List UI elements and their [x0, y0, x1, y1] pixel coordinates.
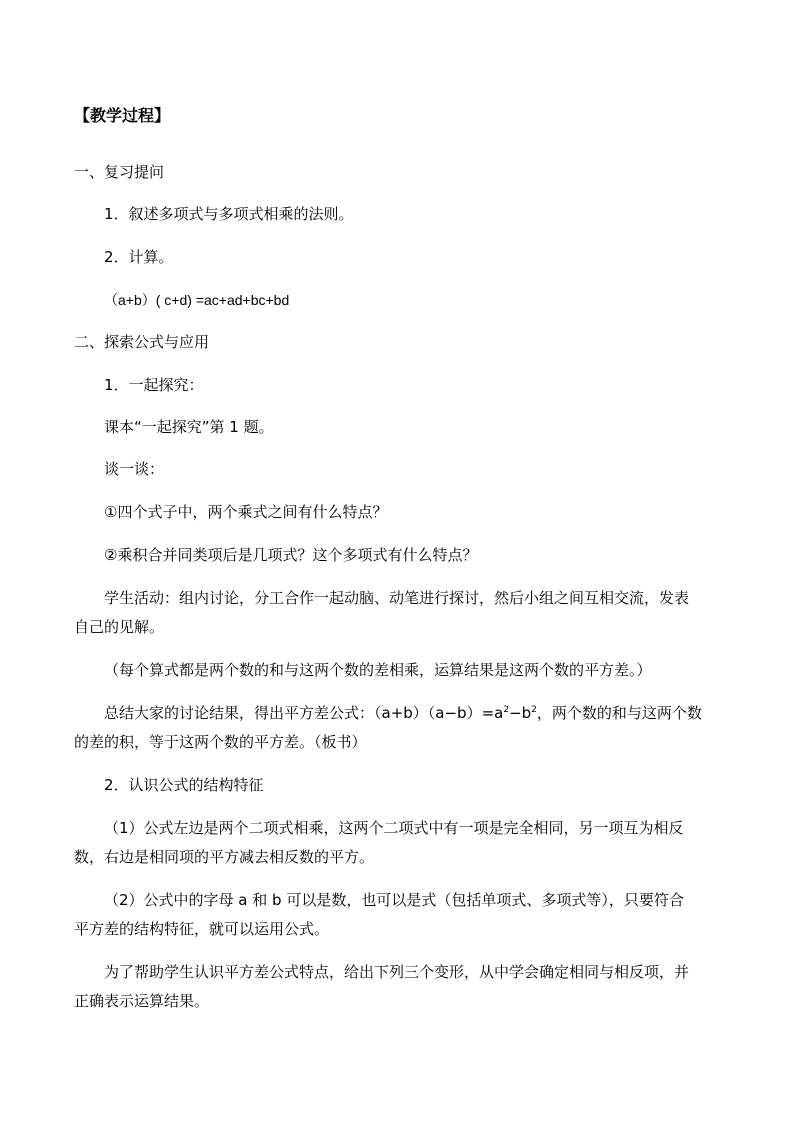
- question-1: ①四个式子中，两个乘式之间有什么特点？: [104, 503, 388, 521]
- feature-2-line-1: （2）公式中的字母 a 和 b 可以是数，也可以是式（包括单项式、多项式等），只要符合: [104, 891, 684, 909]
- review-item-1: 1．叙述多项式与多项式相乘的法则。: [104, 205, 354, 223]
- summary-middle: −b: [509, 704, 532, 722]
- textbook-reference: 课本“一起探究”第 1 题。: [104, 418, 274, 436]
- review-item-2: 2．计算。: [104, 248, 174, 266]
- explore-item-2: 2．认识公式的结构特征: [104, 776, 264, 794]
- help-line-1: 为了帮助学生认识平方差公式特点，给出下列三个变形，从中学会确定相同与相反项，并: [104, 963, 690, 981]
- summary-line-2: 的差的积，等于这两个数的平方差。（板书）: [74, 733, 367, 751]
- explore-item-1: 1．一起探究：: [104, 376, 204, 394]
- summary-line-1: [104, 703, 794, 723]
- feature-2-line-2: 平方差的结构特征，就可以运用公式。: [74, 920, 330, 938]
- section-heading-explore: 二、探索公式与应用: [74, 333, 210, 351]
- summary-exponent-1: 2: [503, 705, 510, 715]
- expansion-formula: （a+b）( c+d) =ac+ad+bc+bd: [104, 292, 290, 308]
- question-2: ②乘积合并同类项后是几项式？这个多项式有什么特点？: [104, 546, 478, 564]
- feature-1-line-2: 数，右边是相同项的平方减去相反数的平方。: [74, 848, 375, 866]
- help-line-2: 正确表示运算结果。: [74, 992, 210, 1010]
- activity-answer: （每个算式都是两个数的和与这两个数的差相乘，运算结果是这两个数的平方差。）: [104, 661, 652, 679]
- summary-suffix: ，两个数的和与这两个数: [536, 704, 702, 722]
- summary-prefix: 总结大家的讨论结果，得出平方差公式：（a+b）（a−b）=a: [104, 704, 504, 722]
- document-title: 【教学过程】: [74, 106, 171, 125]
- summary-exponent-2: 2: [531, 705, 537, 715]
- discuss-label: 谈一谈：: [104, 460, 165, 478]
- student-activity-line-2: 自己的见解。: [74, 618, 165, 636]
- section-heading-review: 一、复习提问: [74, 163, 165, 181]
- student-activity-line-1: 学生活动：组内讨论，分工合作一起动脑、动笔进行探讨，然后小组之间互相交流，发表: [104, 589, 690, 607]
- feature-1-line-1: （1）公式左边是两个二项式相乘，这两个二项式中有一项是完全相同，另一项互为相反: [104, 819, 684, 837]
